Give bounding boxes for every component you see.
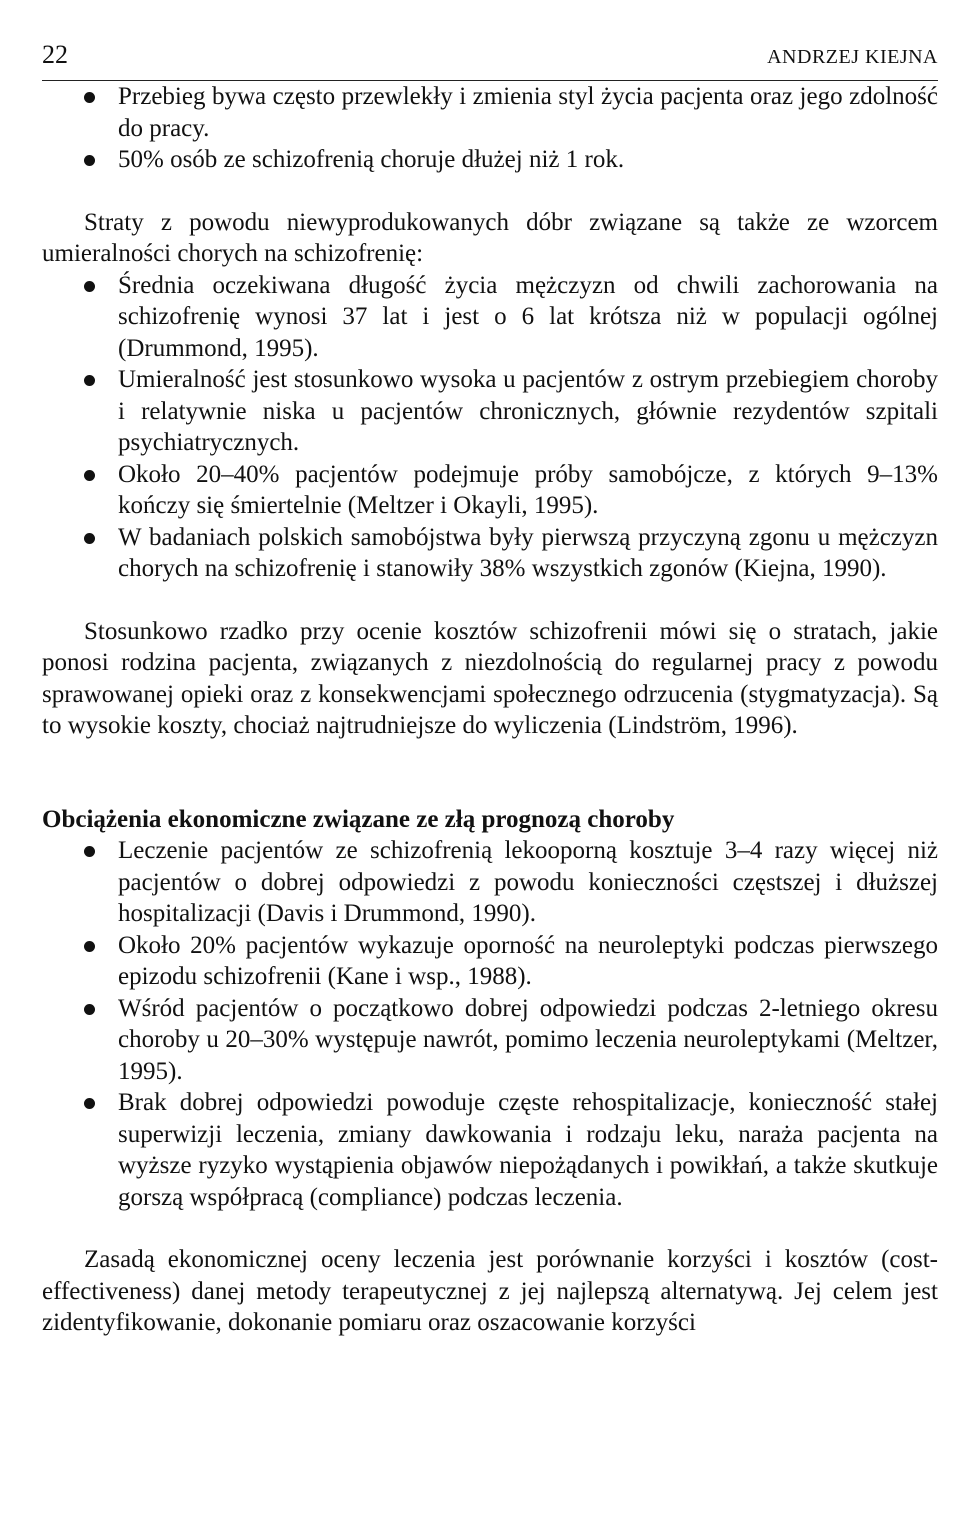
running-head: ANDRZEJ KIEJNA <box>767 46 938 68</box>
list-item: Średnia oczekiwana długość życia mężczyzn od chwili zachorowania na schizofrenię wynosi 37 lat i jest o 6 lat krótsza niż w populacji ogólnej (Drummond, 1995). <box>42 270 938 365</box>
paragraph-evaluation: Zasadą ekonomicznej oceny leczenia jest porównanie korzyści i kosztów (cost-effectiveness) danej metody terapeutycznej z jej najlepszą alternatywą. Jej celem jest zidentyfikowanie, dokonanie pomiaru oraz oszacowanie korzyści <box>42 1246 938 1336</box>
list-item: Wśród pacjentów o początkowo dobrej odpowiedzi podczas 2-letniego okresu choroby u 20–30% występuje nawrót, pomimo leczenia neuroleptykami (Meltzer, 1995). <box>42 993 938 1088</box>
page-header <box>42 40 938 81</box>
list-item: 50% osób ze schizofrenią choruje dłużej niż 1 rok. <box>42 144 938 176</box>
paragraph-losses: Straty z powodu niewyprodukowanych dóbr związane są także ze wzorcem umieralności chorych na schizofrenię: <box>42 208 938 267</box>
list-item: Około 20–40% pacjentów podejmuje próby samobójcze, z których 9–13% kończy się śmiertelnie (Meltzer i Okayli, 1995). <box>42 459 938 522</box>
list-item: W badaniach polskich samobójstwa były pierwszą przyczyną zgonu u mężczyzn chorych na schizofrenię i stanowiły 38% wszystkich zgonów (Kiejna, 1990). <box>42 522 938 585</box>
bullet-list-mortality <box>42 270 938 585</box>
list-item: Brak dobrej odpowiedzi powoduje częste rehospitalizacje, konieczność stałej superwizji leczenia, zmiany dawkowania i rodzaju leku, naraża pacjenta na wyższe ryzyko wystąpienia objawów niepożądanych i powikłań, a także skutkuje gorszą współpracą (compliance) podczas leczenia. <box>42 1087 938 1213</box>
list-item: Około 20% pacjentów wykazuje oporność na neuroleptyki podczas pierwszego epizodu schizofrenii (Kane i wsp., 1988). <box>42 930 938 993</box>
list-item: Umieralność jest stosunkowo wysoka u pacjentów z ostrym przebiegiem choroby i relatywnie niska u pacjentów chronicznych, głównie rezydentów szpitali psychiatrycznych. <box>42 364 938 459</box>
book-page <box>42 40 938 1339</box>
bullet-list-prognosis <box>42 835 938 1213</box>
paragraph-family-costs: Stosunkowo rzadko przy ocenie kosztów schizofrenii mówi się o stratach, jakie ponosi rodzina pacjenta, związanych z niezdolnością do regularnej pracy z powodu sprawowanej opieki oraz z konsekwencjami społecznego odrzucenia (stygmatyzacja). Są to wysokie koszty, chociaż najtrudniejsze do wyliczenia (Lindström, 1996). <box>42 617 938 739</box>
list-item: Przebieg bywa często przewlekły i zmienia styl życia pacjenta oraz jego zdolność do pracy. <box>42 81 938 144</box>
section-heading: Obciążenia ekonomiczne związane ze złą prognozą choroby <box>42 805 675 833</box>
page-number: 22 <box>42 40 68 69</box>
list-item: Leczenie pacjentów ze schizofrenią lekooporną kosztuje 3–4 razy więcej niż pacjentów o dobrej odpowiedzi z powodu konieczności częstszej i dłuższej hospitalizacji (Davis i Drummond, 1990). <box>42 835 938 930</box>
bullet-list-course <box>42 81 938 176</box>
